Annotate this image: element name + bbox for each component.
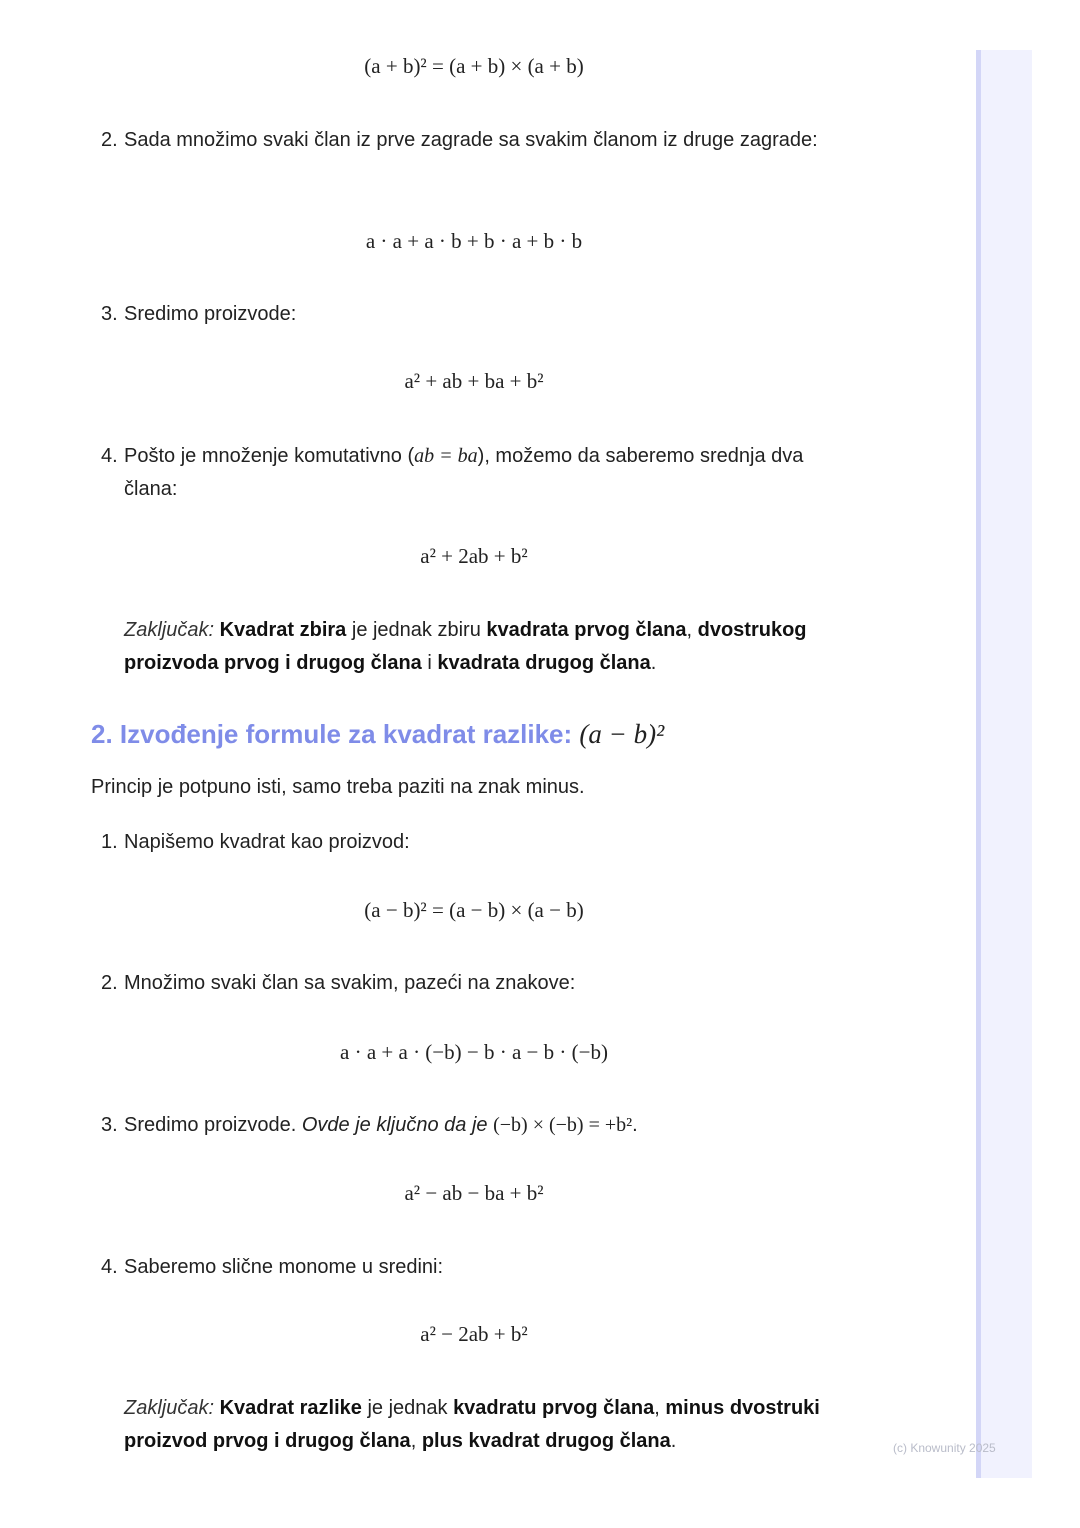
conclusion-bold: kvadrata prvog člana	[486, 619, 687, 641]
step-text-part: Pošto je množenje komutativno (	[124, 445, 415, 467]
conclusion-label: Zaključak:	[124, 619, 215, 641]
conclusion-bold: minus dvostruki proizvod prvog i drugog člana	[124, 1397, 820, 1452]
formula-diff-expansion: a · a + a · (−b) − b · a − b · (−b)	[340, 1040, 608, 1064]
watermark: (c) Knowunity 2025	[893, 1441, 996, 1455]
conclusion-text: ,	[410, 1430, 422, 1452]
conclusion-bold: kvadrata drugog člana	[437, 652, 651, 674]
step-text-part: .	[632, 1114, 638, 1136]
section-heading-text: 2. Izvođenje formule za kvadrat razlike:	[91, 719, 573, 749]
formula-sum-expansion: a · a + a · b + b · a + b · b	[365, 229, 583, 253]
step-text	[124, 1109, 824, 1142]
step-text	[124, 440, 824, 506]
inline-math: (−b) × (−b) = +b²	[493, 1114, 633, 1136]
step-number: 4.	[101, 445, 118, 467]
formula-sum-result: a² + 2ab + b²	[420, 544, 528, 568]
step-number: 2.	[101, 129, 118, 151]
conclusion-text: i	[421, 652, 438, 674]
formula-diff-square-product: (a − b)² = (a − b) × (a − b)	[364, 898, 584, 922]
step-text: Saberemo slične monome u sredini:	[124, 1256, 444, 1278]
conclusion-text: je jednak zbiru	[346, 619, 487, 641]
conclusion-diff	[124, 1392, 844, 1458]
step-number: 4.	[101, 1256, 118, 1278]
section-intro: Princip je potpuno isti, samo treba paziti na znak minus.	[91, 776, 585, 798]
conclusion-text: .	[670, 1430, 677, 1452]
conclusion-bold: dvostrukog proizvoda prvog i drugog člana	[124, 619, 807, 674]
step-number: 3.	[101, 303, 118, 325]
step-text-part: Sredimo proizvode.	[124, 1114, 302, 1136]
formula-sum-square-product: (a + b)² = (a + b) × (a + b)	[364, 54, 584, 78]
conclusion-bold: Kvadrat zbira	[219, 619, 347, 641]
conclusion-text: je jednak	[361, 1397, 454, 1419]
conclusion-text: .	[650, 652, 657, 674]
step-number: 2.	[101, 972, 118, 994]
formula-sum-products: a² + ab + ba + b²	[404, 369, 544, 393]
conclusion-text: ,	[686, 619, 698, 641]
step-text: Sada množimo svaki član iz prve zagrade sa svakim članom iz druge zagrade:	[124, 129, 818, 151]
step-text: Sredimo proizvode:	[124, 303, 297, 325]
formula-diff-products: a² − ab − ba + b²	[404, 1181, 544, 1205]
conclusion-sum	[124, 614, 844, 680]
step-number: 3.	[101, 1114, 118, 1136]
conclusion-label: Zaključak:	[124, 1397, 215, 1419]
step-text: Množimo svaki član sa svakim, pazeći na znakove:	[124, 972, 576, 994]
step-text: Napišemo kvadrat kao proizvod:	[124, 831, 410, 853]
step-text-italic: Ovde je ključno da je	[301, 1114, 494, 1136]
formula-diff-result: a² − 2ab + b²	[420, 1322, 528, 1346]
conclusion-bold: plus kvadrat drugog člana	[421, 1430, 671, 1452]
step-number: 1.	[101, 831, 118, 853]
conclusion-bold: kvadratu prvog člana	[453, 1397, 655, 1419]
step-text-part: ), možemo da saberemo srednja dva člana:	[124, 445, 804, 500]
page-margin-strip	[976, 50, 1032, 1478]
conclusion-bold: Kvadrat razlike	[219, 1397, 362, 1419]
section-heading	[91, 712, 664, 756]
inline-math: ab = ba	[414, 445, 478, 467]
conclusion-text: ,	[654, 1397, 666, 1419]
section-heading-math: (a − b)²	[579, 719, 665, 749]
